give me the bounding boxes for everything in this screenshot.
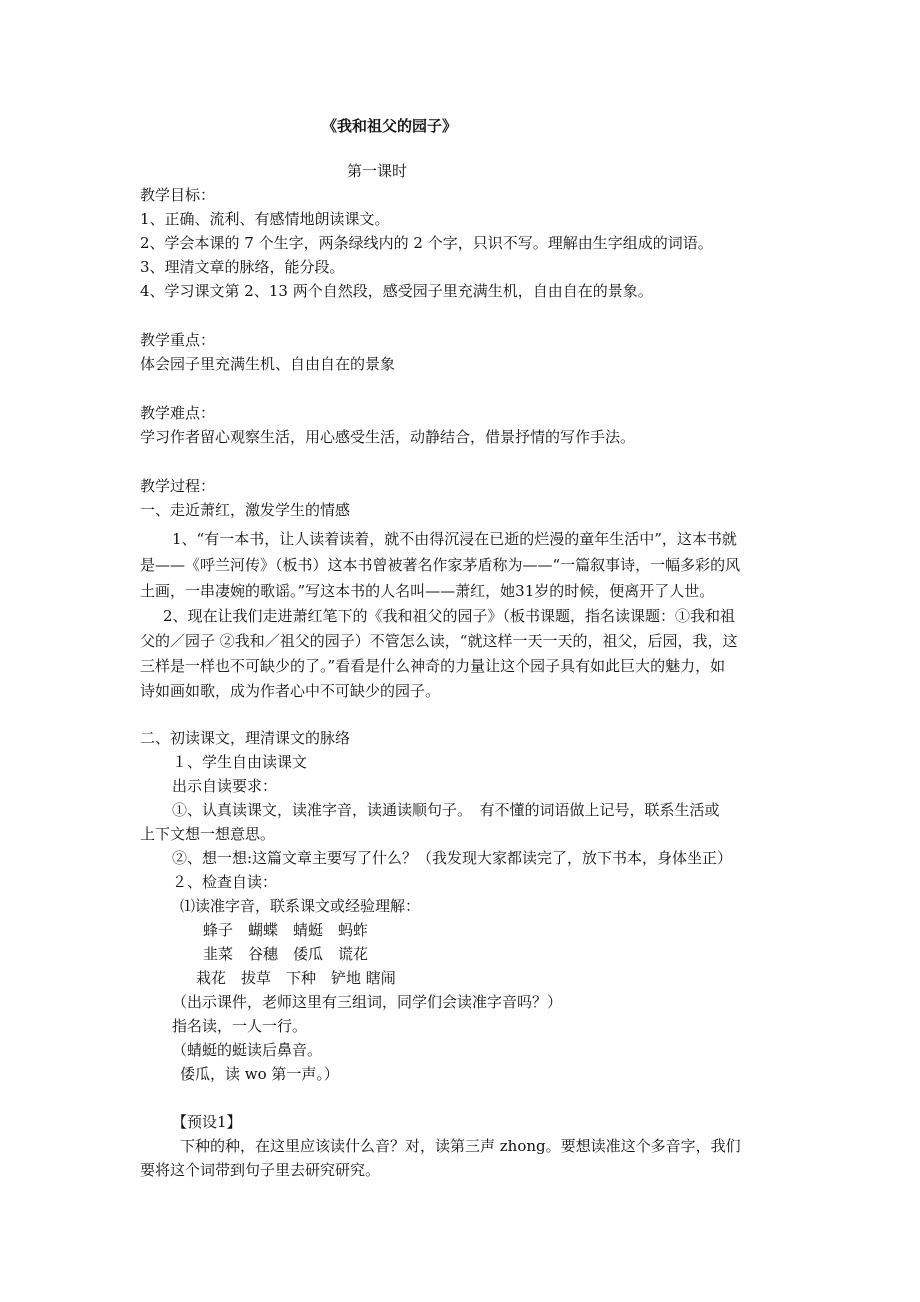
lesson-label: 第一课时 xyxy=(347,162,408,180)
word-group: 韭菜 谷穗 倭瓜 谎花 xyxy=(203,945,369,963)
preset-line: 要将这个词带到句子里去研究研究。 xyxy=(140,1161,381,1179)
sub-item: ⑴读准字音，联系课文或经验理解： xyxy=(180,897,421,915)
list-item: ２、检查自读： xyxy=(172,873,278,891)
process-heading: 教学过程： xyxy=(140,477,216,495)
goal-item: 3、理清文章的脉络，能分段。 xyxy=(140,258,345,276)
paragraph-line: 诗如画如歌，成为作者心中不可缺少的园子。 xyxy=(140,682,441,700)
requirement-line: 上下文想一想意思。 xyxy=(140,825,276,843)
document-title: 《我和祖父的园子》 xyxy=(322,117,458,135)
preset-line: 下种的种，在这里应该读什么音？对，读第三声 zhong。要想读准这个多音字，我们 xyxy=(180,1137,741,1155)
list-item: １、学生自由读课文 xyxy=(172,753,308,771)
section-heading: 二、初读课文，理清课文的脉络 xyxy=(140,729,351,747)
preset-heading: 【预设1】 xyxy=(172,1113,242,1131)
paragraph-line: 父的／园子 ②我和／祖父的园子）不管怎么读，“就这样一天一天的，祖父，后园，我，这 xyxy=(140,632,738,650)
word-group: 栽花 拔草 下种 铲地 瞎闹 xyxy=(196,969,396,987)
note-line: 倭瓜，读 wo 第一声。） xyxy=(180,1065,339,1083)
paragraph-line: 土画，一串凄婉的歌谣。”写这本书的人名叫——萧红，她31岁的时候，便离开了人世。 xyxy=(140,582,715,600)
requirement-line: ②、想一想:这篇文章主要写了什么？（我发现大家都读完了，放下书本，身体坐正） xyxy=(172,849,733,867)
note-line: （出示课件，老师这里有三组词，同学们会读准字音吗？） xyxy=(172,993,563,1011)
goal-item: 4、学习课文第 2、13 两个自然段，感受园子里充满生机，自由自在的景象。 xyxy=(140,282,653,300)
requirement-label: 出示自读要求： xyxy=(172,777,278,795)
paragraph-line: 2、现在让我们走进萧红笔下的《我和祖父的园子》（板书课题，指名读课题：①我和祖 xyxy=(163,607,736,625)
goal-item: 2、学会本课的 7 个生字，两条绿线内的 2 个字，只识不写。理解由生字组成的词语。 xyxy=(140,234,713,252)
paragraph-line: 三样是一样也不可缺少的了。”看看是什么神奇的力量让这个园子具有如此巨大的魅力，如 xyxy=(140,657,726,675)
requirement-line: ①、认真读课文，读准字音，读通读顺句子。 有不懂的词语做上记号，联系生活或 xyxy=(172,801,720,819)
key-heading: 教学重点： xyxy=(140,331,216,349)
note-line: 指名读，一人一行。 xyxy=(172,1017,308,1035)
paragraph-line: 1、“有一本书，让人读着读着，就不由得沉浸在已逝的烂漫的童年生活中”，这本书就 xyxy=(172,530,737,548)
section-heading: 一、走近萧红，激发学生的情感 xyxy=(140,501,351,519)
difficulty-text: 学习作者留心观察生活，用心感受生活，动静结合，借景抒情的写作手法。 xyxy=(140,428,636,446)
goals-heading: 教学目标： xyxy=(140,186,216,204)
note-line: （蜻蜓的蜓读后鼻音。 xyxy=(172,1041,323,1059)
goal-item: 1、正确、流利、有感情地朗读课文。 xyxy=(140,210,390,228)
key-text: 体会园子里充满生机、自由自在的景象 xyxy=(140,355,396,373)
difficulty-heading: 教学难点： xyxy=(140,404,216,422)
word-group: 蜂子 蝴蝶 蜻蜓 蚂蚱 xyxy=(203,921,369,939)
paragraph-line: 是——《呼兰河传》（板书）这本书曾被著名作家茅盾称为——“一篇叙事诗，一幅多彩的风 xyxy=(140,556,741,574)
